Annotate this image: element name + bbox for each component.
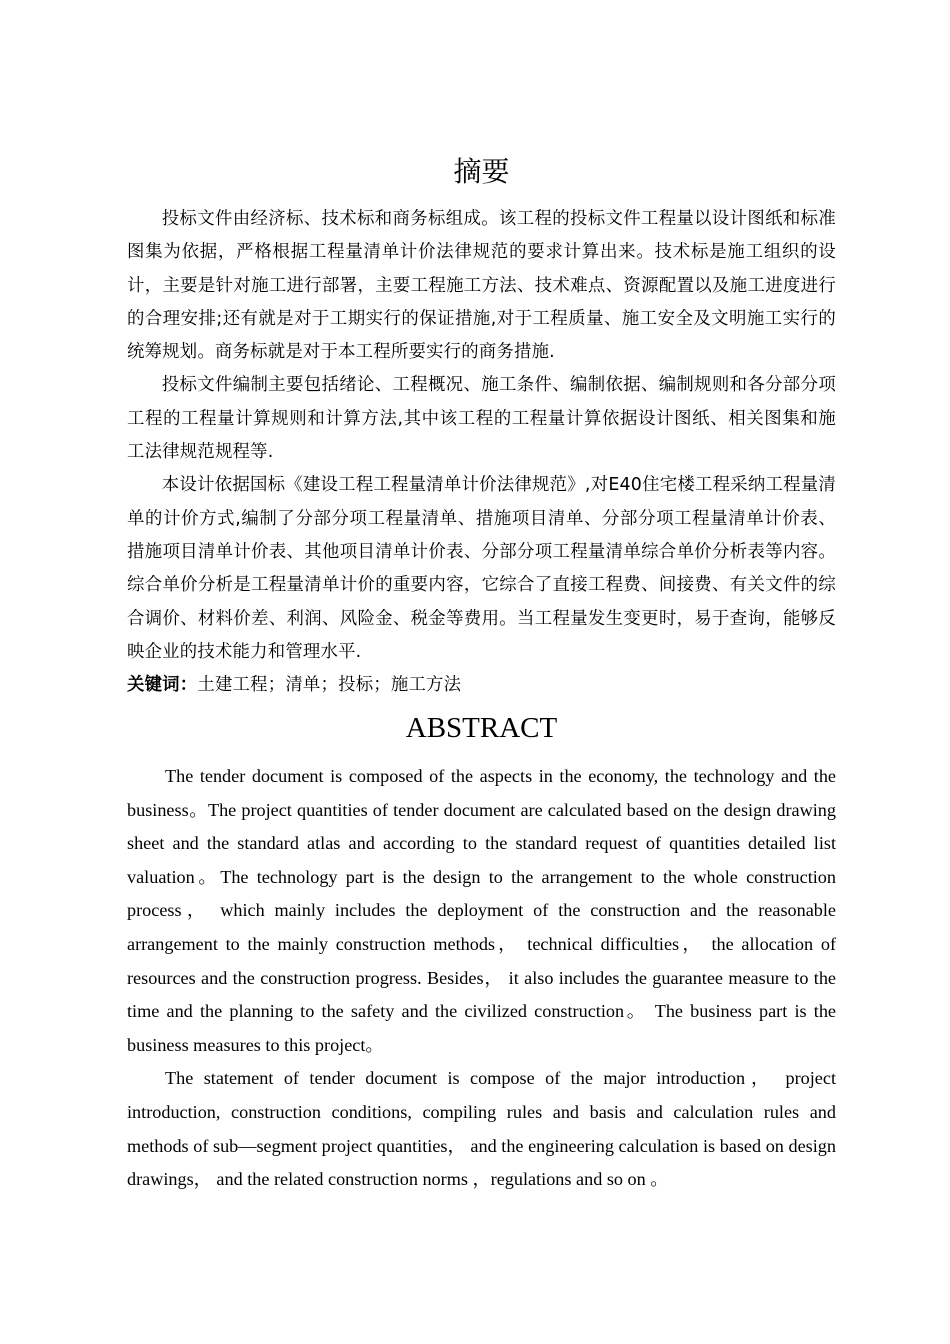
abstract-body-cn <box>127 203 836 702</box>
abstract-body-en <box>127 760 836 1197</box>
paragraph-cn-2: 投标文件编制主要包括绪论、工程概况、施工条件、编制依据、编制规则和各分部分项工程的工程量计算规则和计算方法,其中该工程的工程量计算依据设计图纸、相关图集和施工法律规范规程等. <box>127 375 836 463</box>
paragraph-en-1: The tender document is composed of the aspects in the economy, the technology and the business。The project quantities of tender document are calculated based on the design drawing sheet and the standard atlas and according to the standard request of quantities detailed list valuation。The technology part is the design to the arrangement to the whole construction process， which mainly includes the deployment of the construction and the reasonable arrangement to the mainly construction methods， technical difficulties， the allocation of resources and the construction progress. Besides， it also includes the guarantee measure to the time and the planning to the safety and the civilized construction。 The business part is the business measures to this project。 <box>127 766 836 1055</box>
paragraph-en-2: The statement of tender document is compose of the major introduction， project introduction, construction conditions, compiling rules and basis and calculation rules and methods of sub—segment project quantities， and the engineering calculation is based on design drawings， and the related construction norms ，regulations and so on 。 <box>127 1068 836 1190</box>
paragraph-cn-3: 本设计依据国标《建设工程工程量清单计价法律规范》,对E40住宅楼工程采纳工程量清单的计价方式,编制了分部分项工程量清单、措施项目清单、分部分项工程量清单计价表、措施项目清单计价表、其他项目清单计价表、分部分项工程量清单综合单价分析表等内容。综合单价分析是工程量清单计价的重要内容，它综合了直接工程费、间接费、有关文件的综合调价、材料价差、利润、风险金、税金等费用。当工程量发生变更时，易于查询，能够反映企业的技术能力和管理水平. <box>127 475 836 662</box>
keywords-label: 关键词： <box>127 675 198 696</box>
keywords-text: 土建工程；清单；投标；施工方法 <box>197 675 462 696</box>
abstract-title-en: ABSTRACT <box>405 712 558 744</box>
abstract-title-cn: 摘要 <box>453 155 510 188</box>
paragraph-cn-1: 投标文件由经济标、技术标和商务标组成。该工程的投标文件工程量以设计图纸和标准图集为依据，严格根据工程量清单计价法律规范的要求计算出来。技术标是施工组织的设计，主要是针对施工进行部署，主要工程施工方法、技术难点、资源配置以及施工进度进行的合理安排;还有就是对于工期实行的保证措施,对于工程质量、施工安全及文明施工实行的统筹规划。商务标就是对于本工程所要实行的商务措施. <box>127 209 836 363</box>
keywords-line <box>127 669 836 702</box>
